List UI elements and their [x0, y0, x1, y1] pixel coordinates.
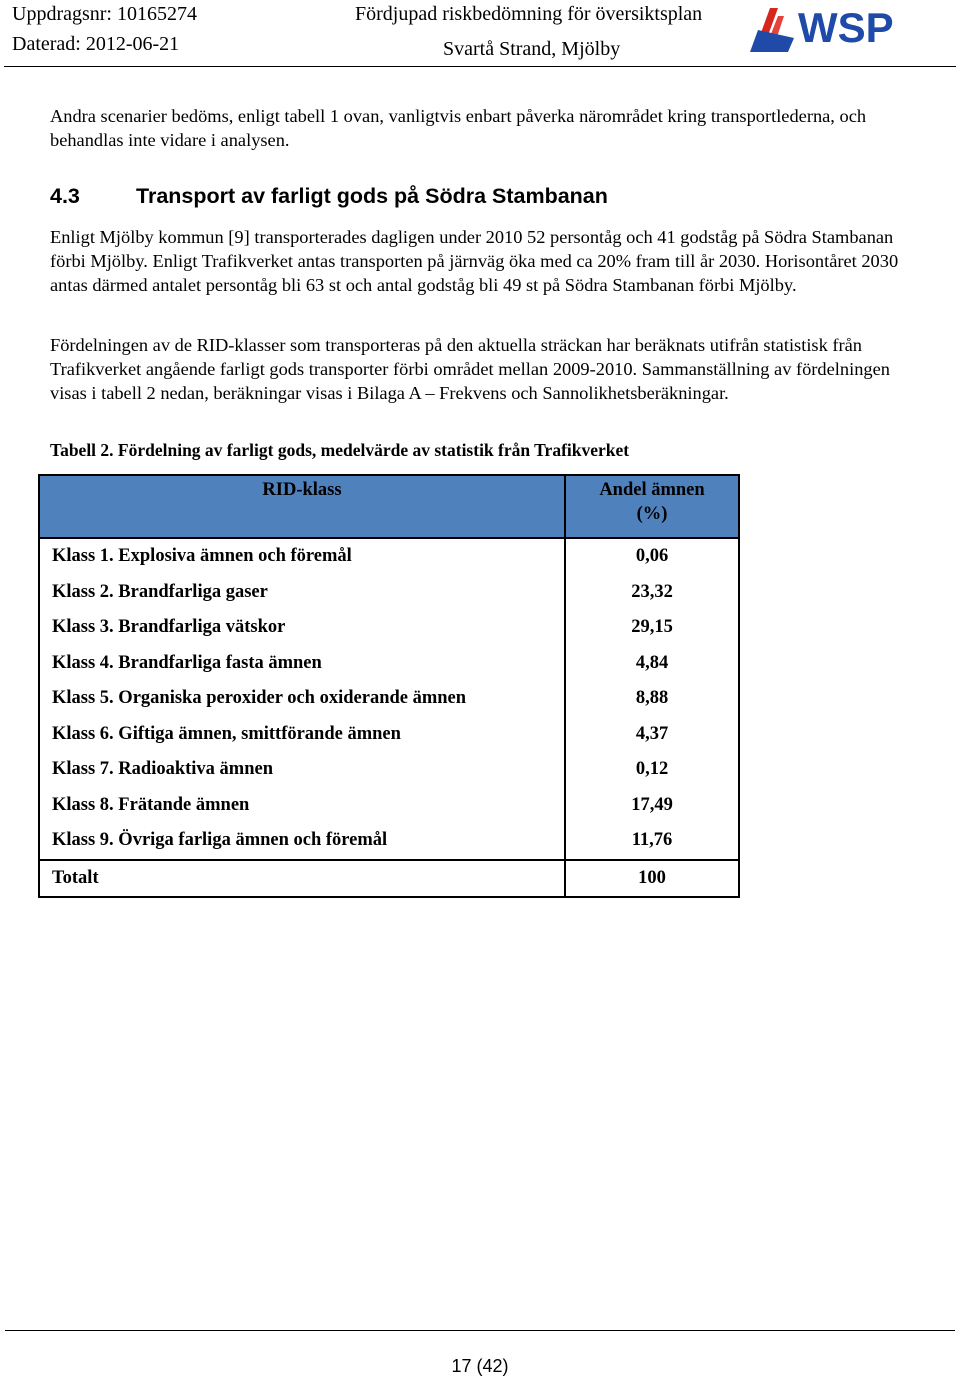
share-value: 29,15	[565, 610, 739, 646]
section-number: 4.3	[50, 184, 80, 208]
table-header-row	[39, 475, 739, 538]
body-paragraph-1	[50, 225, 900, 298]
share-value: 8,88	[565, 681, 739, 717]
intro-paragraph	[50, 104, 900, 152]
share-value: 11,76	[565, 823, 739, 860]
assignment-number: Uppdragsnr: 10165274	[12, 3, 197, 25]
rid-class-table	[38, 474, 740, 898]
table-row	[39, 788, 739, 824]
table-row	[39, 752, 739, 788]
rid-class-label: Klass 4. Brandfarliga fasta ämnen	[39, 646, 565, 682]
rid-class-label: Klass 8. Frätande ämnen	[39, 788, 565, 824]
table-row	[39, 646, 739, 682]
document-subtitle: Svartå Strand, Mjölby	[443, 38, 621, 60]
table-row	[39, 610, 739, 646]
document-title: Fördjupad riskbedömning för översiktsplan	[355, 3, 703, 25]
table-row	[39, 575, 739, 611]
section-heading	[50, 184, 608, 209]
section-title: Transport av farligt gods på Södra Stambanan	[136, 184, 608, 208]
rid-class-label: Klass 2. Brandfarliga gaser	[39, 575, 565, 611]
header-divider	[4, 66, 956, 67]
total-value: 100	[565, 860, 739, 898]
share-value: 23,32	[565, 575, 739, 611]
share-value: 4,84	[565, 646, 739, 682]
share-value: 17,49	[565, 788, 739, 824]
paragraph-text: Enligt Mjölby kommun [9] transporterades dagligen under 2010 52 persontåg och 41 godståg på Södra Stambanan förbi Mjölby. Enligt Trafikverket antas transporten på järnväg öka med ca 20% fram till år 2030. Horisontåret 2030 antas därmed antalet persontåg bli 63 st och antal godståg bli 49 st på Södra Stambanan förbi Mjölby.	[50, 227, 899, 296]
table-row	[39, 823, 739, 860]
rid-class-label: Klass 7. Radioaktiva ämnen	[39, 752, 565, 788]
table-row	[39, 681, 739, 717]
rid-class-label: Klass 3. Brandfarliga vätskor	[39, 610, 565, 646]
share-value: 0,12	[565, 752, 739, 788]
share-value: 4,37	[565, 717, 739, 753]
rid-class-label: Klass 1. Explosiva ämnen och föremål	[39, 538, 565, 575]
rid-class-label: Klass 9. Övriga farliga ämnen och föremål	[39, 823, 565, 860]
page-header	[0, 0, 960, 68]
body-paragraph-2	[50, 333, 900, 406]
logo-wordmark: WSP	[798, 4, 894, 51]
intro-text: Andra scenarier bedöms, enligt tabell 1 ovan, vanligtvis enbart påverka närområdet kring transportlederna, och behandlas inte vidare i analysen.	[50, 106, 867, 151]
table-row	[39, 717, 739, 753]
paragraph-text: Fördelningen av de RID-klasser som transporteras på den aktuella sträckan har beräknats utifrån statistisk från Trafikverket angående farligt gods transporter förbi området mellan 2009-2010. Sammanställning av fördelningen visas i tabell 2 nedan, beräkningar visas i Bilaga A – Frekvens och Sannolikhetsberäkningar.	[50, 335, 890, 404]
column-header-rid-class: RID-klass	[39, 475, 565, 538]
table-row	[39, 538, 739, 575]
document-date: Daterad: 2012-06-21	[12, 33, 180, 55]
table-body	[39, 538, 739, 897]
page-number: 17 (42)	[451, 1356, 509, 1376]
table-caption: Tabell 2. Fördelning av farligt gods, medelvärde av statistik från Trafikverket	[50, 440, 630, 460]
total-label: Totalt	[39, 860, 565, 898]
wsp-logo	[748, 2, 918, 56]
column-header-share: Andel ämnen (%)	[565, 475, 739, 538]
table-total-row	[39, 860, 739, 898]
share-value: 0,06	[565, 538, 739, 575]
footer-divider	[5, 1330, 955, 1331]
logo-emblem-icon	[750, 8, 794, 52]
rid-class-label: Klass 5. Organiska peroxider och oxiderande ämnen	[39, 681, 565, 717]
rid-class-label: Klass 6. Giftiga ämnen, smittförande ämnen	[39, 717, 565, 753]
